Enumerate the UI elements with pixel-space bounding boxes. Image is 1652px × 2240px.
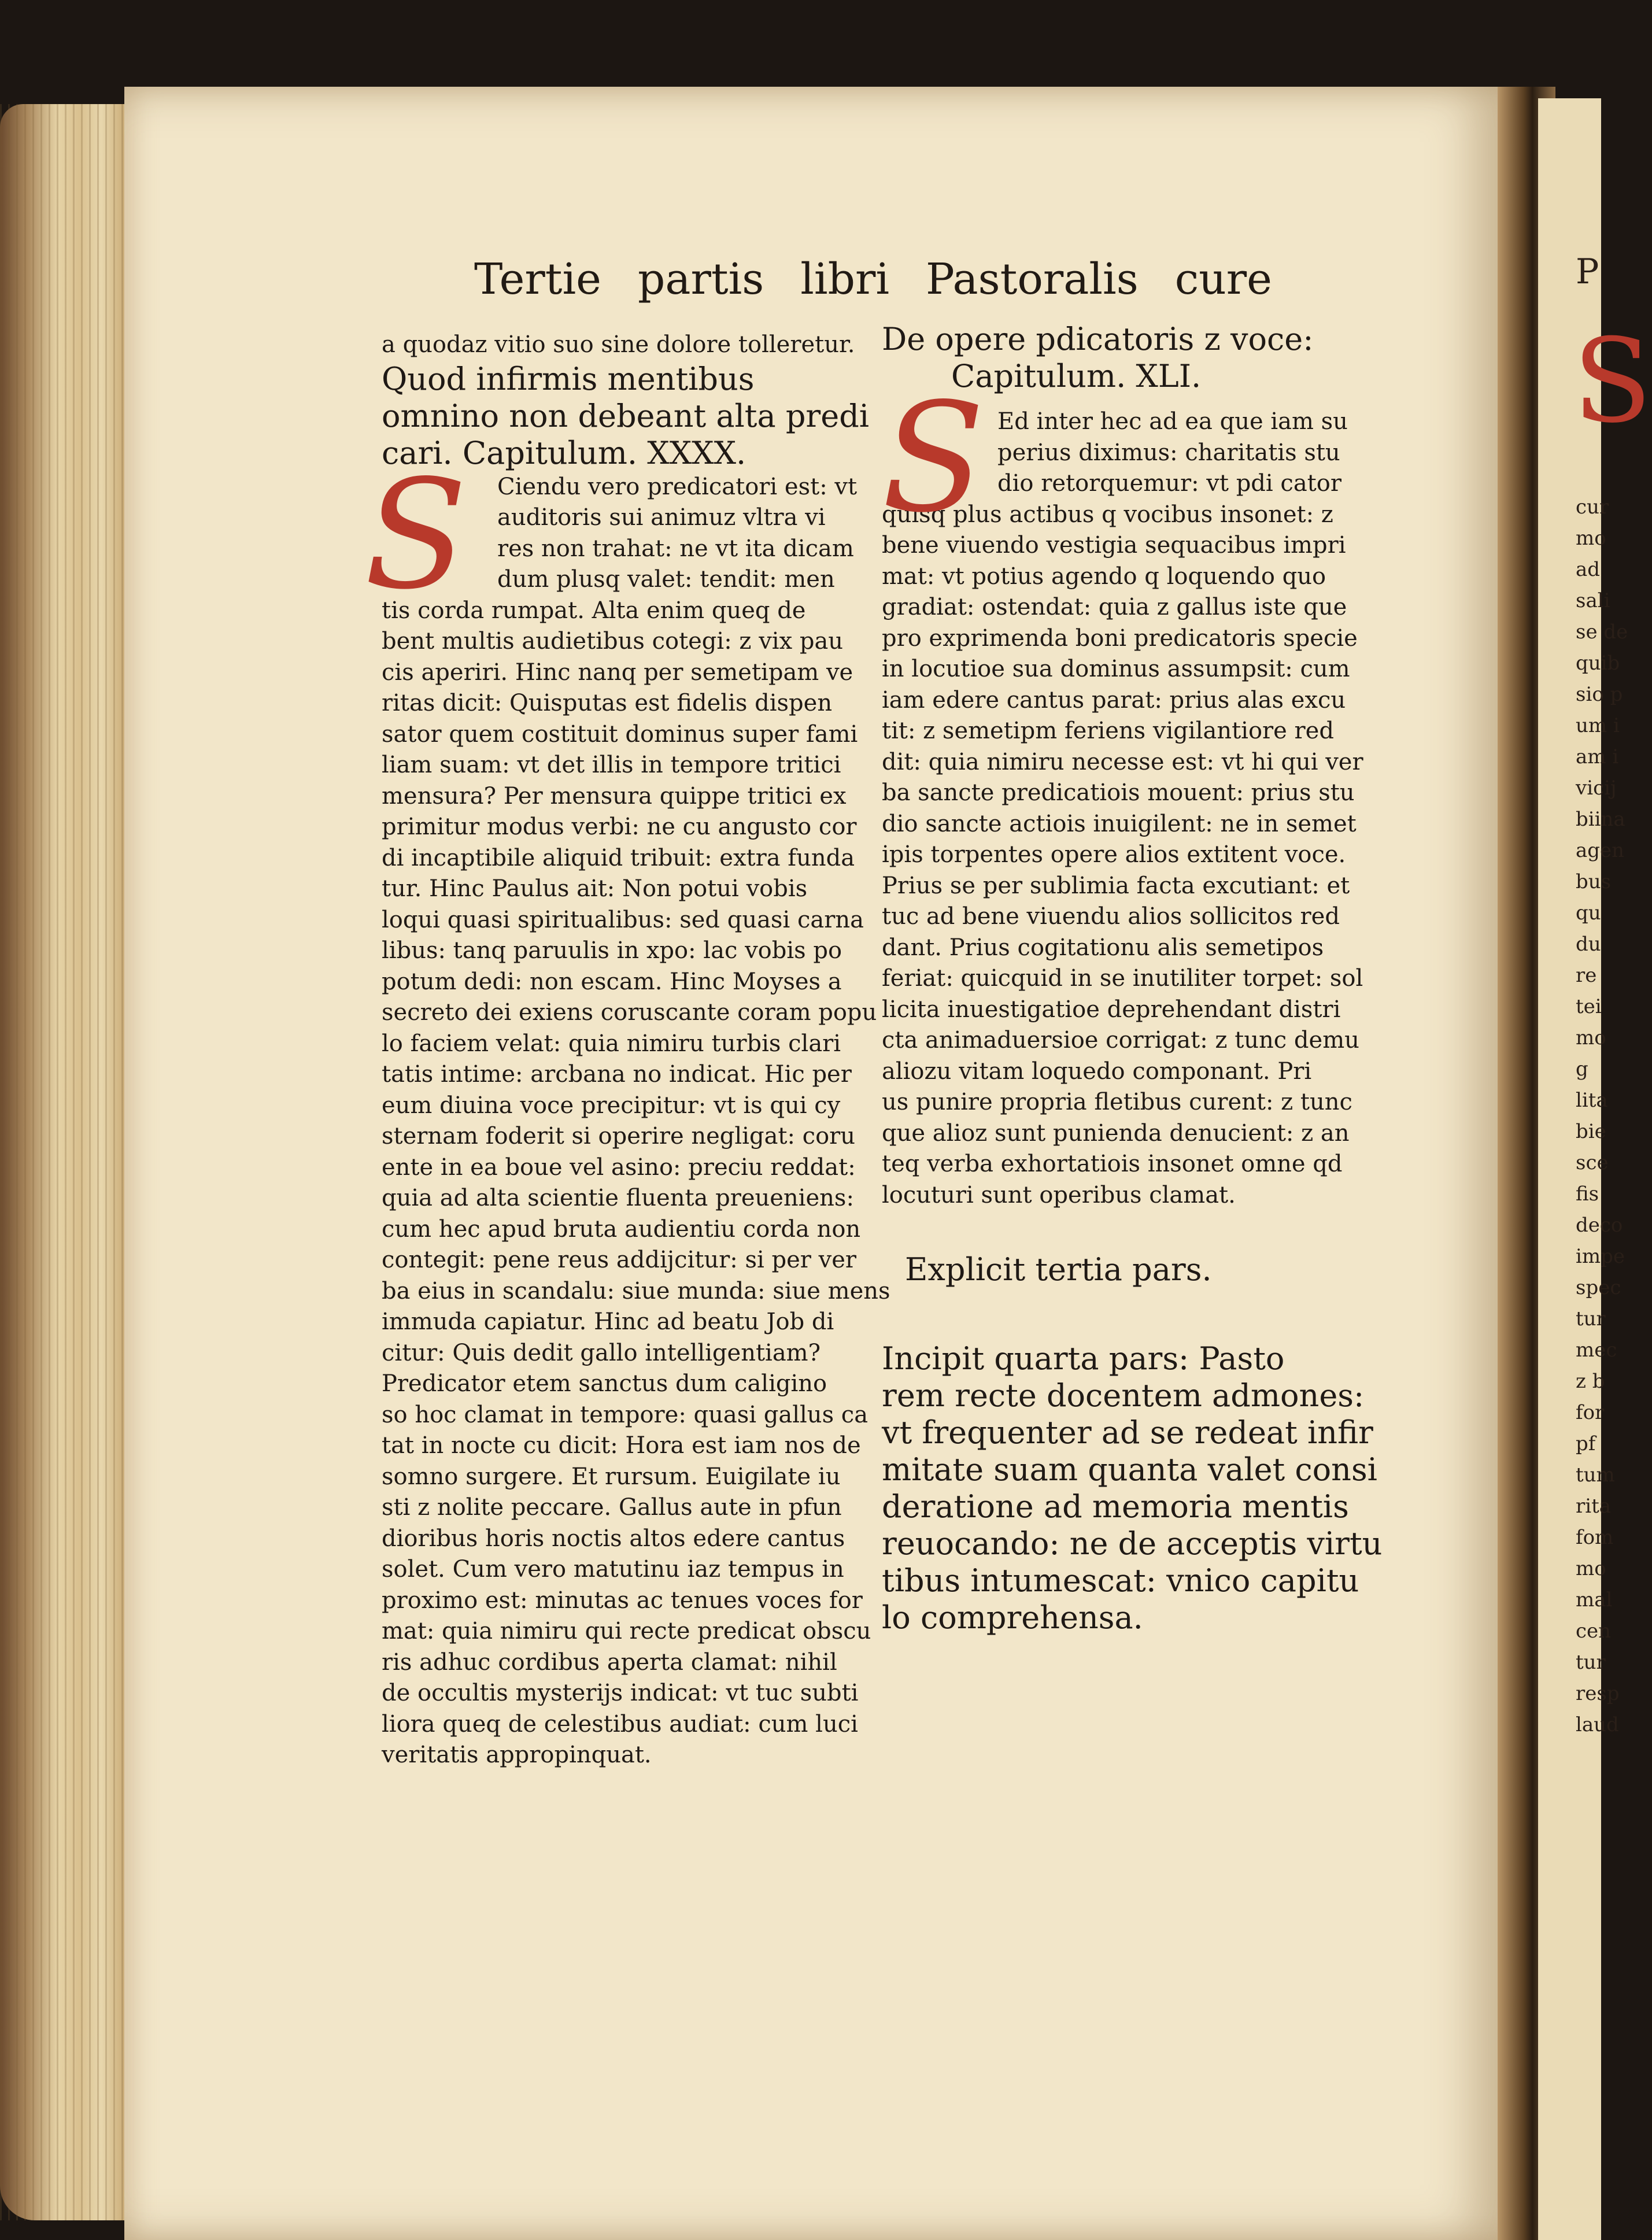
facing-page-fragment: fis [1576, 1182, 1599, 1206]
text-line: quisq plus actibus q vocibus insonet: z [882, 501, 1333, 528]
facing-page-fragment: resp [1576, 1682, 1620, 1705]
text-line: veritatis appropinquat. [382, 1742, 652, 1768]
facing-page-fragment: z b [1576, 1370, 1605, 1393]
facing-page-fragment: mo [1576, 527, 1606, 550]
text-line: teq verba exhortatiois insonet omne qd [882, 1151, 1343, 1177]
facing-page-fragment: sce [1576, 1151, 1609, 1174]
text-line: proximo est: minutas ac tenues voces for [382, 1587, 863, 1614]
text-line: ba eius in scandalu: siue munda: siue mens [382, 1277, 890, 1304]
facing-page-fragment: g [1576, 1058, 1588, 1081]
heading-line: De opere pdicatoris z voce: [882, 321, 1314, 357]
facing-page-fragment: quib [1576, 652, 1620, 675]
text-line: Ciendu vero predicatori est: vt [497, 473, 858, 500]
facing-page-fragment: sio p [1576, 683, 1623, 706]
facing-page-fragment: sali [1576, 589, 1610, 612]
facing-page-fragment: spec [1576, 1276, 1621, 1299]
facing-page-fragment: du [1576, 933, 1601, 956]
book-page-edges [0, 104, 145, 2220]
text-line: us punire propria fletibus curent: z tunc [882, 1089, 1352, 1115]
heading-line: Quod infirmis mentibus [382, 360, 755, 397]
left-column [364, 330, 890, 1771]
text-line: eum diuina voce precipitur: vt is qui cy [382, 1092, 841, 1119]
text-line: locuturi sunt operibus clamat. [882, 1181, 1236, 1208]
incipit-line: tibus intumescat: vnico capitu [882, 1562, 1359, 1599]
facing-page-fragment: tur [1576, 1651, 1606, 1674]
incipit-block [882, 1340, 1383, 1636]
text-line: Predicator etem sanctus dum caligino [382, 1370, 827, 1397]
text-line: cum hec apud bruta audientiu corda non [382, 1215, 861, 1243]
incipit-line: vt frequenter ad se redeat infir [882, 1414, 1373, 1451]
heading-line: Capitulum. XLI. [951, 358, 1202, 394]
text-line: que alioz sunt punienda denucient: z an [882, 1119, 1350, 1147]
facing-page-drop-cap: S [1573, 314, 1652, 449]
facing-page-fragment: mo [1576, 1557, 1606, 1580]
text-line: ipis torpentes opere alios extitent voce. [882, 841, 1346, 868]
text-line: tur. Hinc Paulus ait: Non potui vobis [382, 875, 808, 902]
text-line: primitur modus verbi: ne cu angusto cor [382, 814, 857, 840]
text-line: bene viuendo vestigia sequacibus impri [882, 532, 1346, 559]
text-line: Ed inter hec ad ea que iam su [997, 408, 1348, 435]
incipit-line: mitate suam quanta valet consi [882, 1451, 1377, 1488]
text-line: contegit: pene reus addijcitur: si per ver [382, 1247, 857, 1273]
text-line: cta animaduersioe corrigat: z tunc demu [882, 1027, 1359, 1054]
facing-page-fragment: mec [1576, 1339, 1617, 1362]
text-line: Prius se per sublimia facta excutiant: et [882, 872, 1350, 899]
text-line: a quodaz vitio suo sine dolore tolleretur. [382, 331, 855, 358]
text-line: pro exprimenda boni predicatoris specie [882, 624, 1358, 652]
text-line: mat: vt potius agendo q loquendo quo [882, 563, 1326, 590]
text-line: liam suam: vt det illis in tempore tritici [382, 752, 841, 778]
text-line: mat: quia nimiru qui recte predicat obscu [382, 1618, 871, 1644]
running-head-word: Tertie [474, 254, 601, 304]
facing-page-fragment: rita [1576, 1495, 1612, 1518]
text-line: so hoc clamat in tempore: quasi gallus ca [382, 1401, 868, 1428]
facing-page-fragment: se de [1576, 620, 1628, 644]
running-head [474, 254, 1272, 318]
facing-page-fragment: fom [1576, 1526, 1614, 1549]
facing-page-fragment: pf [1576, 1432, 1596, 1455]
text-line: lo faciem velat: quia nimiru turbis clari [382, 1030, 841, 1057]
text-line: tis corda rumpat. Alta enim queq de [382, 597, 806, 624]
text-line: tat in nocte cu dicit: Hora est iam nos de [382, 1432, 861, 1459]
running-head-word: partis [638, 254, 764, 304]
text-line: auditoris sui animuz vltra vi [497, 504, 826, 531]
text-line: bent multis audietibus cotegi: z vix pau [382, 628, 844, 655]
text-line: di incaptibile aliquid tribuit: extra funda [382, 844, 855, 871]
text-line: dioribus horis noctis altos edere cantus [382, 1525, 845, 1552]
drop-cap-initial: S [882, 371, 985, 546]
facing-page-fragment: mo [1576, 1026, 1606, 1049]
running-head-word: libri [800, 254, 890, 304]
text-line: dio retorquemur: vt pdi cator [997, 470, 1341, 497]
text-line: aliozu vitam loquedo componant. Pri [882, 1058, 1312, 1085]
left-body [382, 626, 890, 1771]
heading-line: cari. Capitulum. XXXX. [382, 434, 746, 471]
text-line: res non trahat: ne vt ita dicam [497, 535, 854, 562]
running-head-word: Pastoralis [926, 254, 1139, 304]
facing-page-fragment: um i [1576, 714, 1620, 737]
incipit-line: rem recte docentem admones: [882, 1377, 1365, 1414]
text-line: tatis intime: arcbana no indicat. Hic per [382, 1061, 852, 1088]
text-line: dio sancte actiois inuigilent: ne in semet [882, 810, 1357, 837]
text-line: somno surgere. Et rursum. Euigilate iu [382, 1463, 841, 1490]
text-line: sternam foderit si operire negligat: coru [382, 1123, 856, 1149]
text-line: ente in ea boue vel asino: preciu reddat: [382, 1154, 856, 1181]
incipit-line: deratione ad memoria mentis [882, 1488, 1349, 1525]
text-line: dant. Prius cogitationu alis semetipos [882, 934, 1324, 961]
facing-page-fragment: biina [1576, 808, 1625, 831]
facing-page-fragment: lita [1576, 1089, 1608, 1112]
facing-page-fragment: ad [1576, 558, 1601, 581]
facing-page-fragment: tum [1576, 1463, 1615, 1487]
facing-page-fragment: mal [1576, 1588, 1613, 1611]
text-line: libus: tanq paruulis in xpo: lac vobis po [382, 937, 842, 964]
text-line: perius diximus: charitatis stu [997, 439, 1340, 466]
facing-page-fragment: tur [1576, 1307, 1606, 1330]
facing-page-fragment: qu [1576, 901, 1601, 925]
facing-page-fragment: impe [1576, 1245, 1625, 1268]
text-line: gradiat: ostendat: quia z gallus iste que [882, 594, 1347, 620]
text-line: de occultis mysterijs indicat: vt tuc subti [382, 1680, 859, 1706]
text-line: licita inuestigatioe deprehendant distri [882, 996, 1341, 1023]
text-line: secreto dei exiens coruscante coram popu [382, 999, 877, 1026]
facing-page-fragment: for [1576, 1401, 1605, 1424]
text-line: mensura? Per mensura quippe tritici ex [382, 782, 847, 809]
text-line: loqui quasi spiritualibus: sed quasi carna [382, 906, 864, 933]
text-line: iam edere cantus parat: prius alas excu [882, 686, 1346, 714]
drop-cap-initial: S [364, 448, 468, 623]
text-line: sator quem costituit dominus super fami [382, 720, 858, 748]
text-line: tit: z semetipm feriens vigilantiore red [882, 718, 1334, 744]
text-line: dit: quia nimiru necesse est: vt hi qui ver [882, 748, 1363, 775]
explicit-line: Explicit tertia pars. [905, 1251, 1212, 1288]
text-line: potum dedi: non escam. Hinc Moyses a [382, 968, 842, 995]
running-head-word: cure [1174, 254, 1272, 304]
text-line: cis aperiri. Hinc nanq per semetipam ve [382, 659, 853, 686]
facing-page-fragment: am i [1576, 745, 1619, 768]
incipit-line: reuocando: ne de acceptis virtu [882, 1525, 1383, 1562]
incipit-line: Incipit quarta pars: Pasto [882, 1340, 1285, 1377]
text-line: in locutioe sua dominus assumpsit: cum [882, 656, 1350, 682]
text-line: tuc ad bene viuendu alios sollicitos red [882, 903, 1340, 930]
facing-page-fragment: re [1576, 964, 1597, 987]
text-line: sti z nolite peccare. Gallus aute in pfun [382, 1494, 842, 1521]
facing-page-fragment: tei [1576, 995, 1602, 1018]
incipit-line: lo comprehensa. [882, 1599, 1143, 1636]
facing-page-fragment: bus [1576, 870, 1612, 893]
text-line: feriat: quicquid in se inutiliter torpet: sol [882, 965, 1363, 992]
facing-page-fragment: bie [1576, 1120, 1606, 1143]
right-body [882, 500, 1363, 1211]
right-column [882, 321, 1383, 1636]
facing-page-fragment: cen [1576, 1620, 1612, 1643]
text-line: ritas dicit: Quisputas est fidelis dispen [382, 690, 833, 716]
facing-page-fragment: agen [1576, 839, 1625, 862]
facing-page-fragment: laud [1576, 1713, 1619, 1736]
facing-page-heading: P [1576, 252, 1599, 292]
text-line: liora queq de celestibus audiat: cum luci [382, 1710, 858, 1738]
text-line: solet. Cum vero matutinu iaz tempus in [382, 1556, 844, 1583]
text-line: ris adhuc cordibus aperta clamat: nihil [382, 1648, 837, 1676]
facing-page-fragment: vicij [1576, 777, 1617, 800]
facing-page-fragment: cur [1576, 496, 1609, 519]
text-line: ba sancte predicatiois mouent: prius stu [882, 779, 1355, 806]
text-line: citur: Quis dedit gallo intelligentiam? [382, 1339, 821, 1366]
text-line: immuda capiatur. Hinc ad beatu Job di [382, 1308, 834, 1335]
text-line: quia ad alta scientie fluenta preueniens: [382, 1185, 854, 1211]
text-line: dum plusq valet: tendit: men [497, 566, 835, 593]
heading-line: omnino non debeant alta predi [382, 397, 870, 434]
facing-page-fragment: deco [1576, 1214, 1623, 1237]
